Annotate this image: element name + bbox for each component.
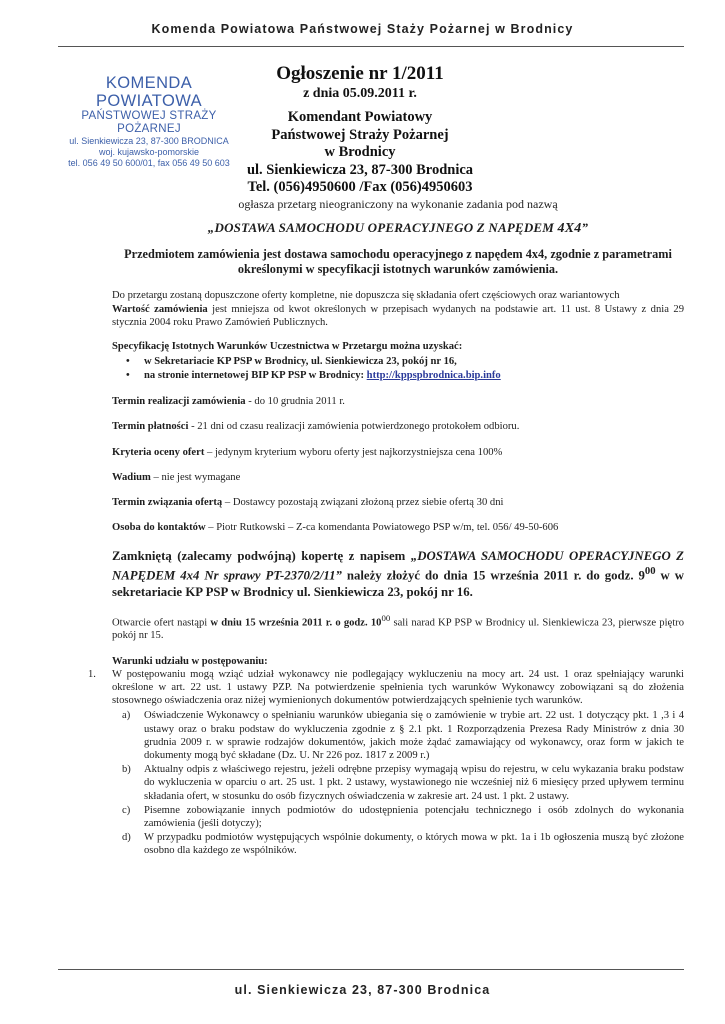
condition-item-1 bbox=[88, 668, 684, 858]
spec-web-text: na stronie internetowej BIP KP PSP w Brodnicy: bbox=[144, 370, 367, 382]
submission-envelope-label: „DOSTAWA SAMOCHODU OPERACYJNEGO Z NAPĘDEM 4x4 Nr sprawy PT-2370/2/11” bbox=[112, 549, 684, 583]
submission-instructions bbox=[112, 548, 684, 599]
deposit bbox=[112, 471, 684, 484]
delivery-deadline-label: Termin realizacji zamówienia bbox=[112, 396, 246, 408]
binding-period-text: – Dostawcy pozostają związani złożoną przez siebie ofertą 30 dni bbox=[222, 497, 504, 509]
issuer-line-1: Komendant Powiatowy bbox=[287, 109, 433, 125]
issuer-line-2: Państwowej Straży Pożarnej bbox=[271, 126, 449, 143]
stamp-line-1: KOMENDA POWIATOWA bbox=[96, 74, 202, 110]
bip-link[interactable]: http://kppspbrodnica.bip.info bbox=[366, 370, 501, 382]
evaluation-criteria-text: – jedynym kryterium wyboru oferty jest najkorzystniejsza cena 100% bbox=[204, 446, 503, 458]
header-divider bbox=[58, 46, 684, 47]
announcement-body bbox=[88, 197, 685, 859]
submission-part-1: Zamkniętą (zalecamy podwójną) kopertę z napisem bbox=[112, 549, 411, 564]
stamp-line-2: PAŃSTWOWEJ STRAŻY POŻARNEJ bbox=[81, 110, 217, 135]
issuer-phone: Tel. (056)4950600 /Fax (056)4950603 bbox=[247, 179, 473, 195]
spec-location-office: • w Sekretariacie KP PSP w Brodnicy, ul. Sienkiewicza 23, pokój nr 16, bbox=[126, 355, 684, 369]
deposit-text: – nie jest wymagane bbox=[150, 471, 241, 483]
condition-sub-d bbox=[112, 831, 684, 857]
announcement-date: z dnia 05.09.2011 r. bbox=[303, 86, 417, 101]
condition-sub-b-text: Aktualny odpis z właściwego rejestru, jeżeli odrębne przepisy wymagają wpisu do rejestru, w celu wykazania braku podstaw do wykluczenia w oparciu o art. 25 ust. 1 pkt. 2 ustawy, wystawionego nie wcześniej niż 6 miesięcy przed upływem terminu składania ofert, w stosunku do osób fizycznych oświadczenia w zakresie art. 24 ust. 1 pkt. 2 ustawy. bbox=[144, 764, 684, 802]
subject-main: „DOSTAWA SAMOCHODU OPERACYJNEGO Z NAPĘDEM bbox=[207, 220, 558, 236]
contact-person-text: – Piotr Rutkowski – Z-ca komendanta Powiatowego PSP w/m, tel. 056/ 49-50-606 bbox=[205, 522, 559, 534]
condition-sub-a-letter: a) bbox=[122, 710, 131, 722]
spec-locations bbox=[112, 355, 684, 383]
opening-info bbox=[112, 612, 684, 643]
spec-heading-text: Specyfikację Istotnych Warunków Uczestnictwa w Przetargu można uzyskać: bbox=[112, 341, 463, 353]
evaluation-criteria bbox=[112, 446, 684, 459]
opening-date: w dniu 15 września 2011 r. o godz. 10 bbox=[210, 617, 382, 629]
delivery-deadline bbox=[112, 395, 684, 408]
announcement-title-block bbox=[200, 62, 520, 197]
order-value-text: jest mniejsza od kwot określonych w przepisach wydanych na podstawie art. 11 ust. 8 Ustawy z dnia 29 stycznia 2004 roku Prawo Zamówień Publicznych. bbox=[112, 303, 685, 328]
condition-sub-b bbox=[112, 763, 684, 803]
contact-person bbox=[112, 521, 684, 534]
opening-part-2: sali narad KP PSP w Brodnicy ul. Sienkiewicza 23, pierwsze piętro pokój nr 15. bbox=[112, 617, 684, 642]
subject-drive: 4X4 bbox=[557, 221, 582, 237]
deposit-label: Wadium bbox=[112, 471, 151, 483]
stamp-line-4: woj. kujawsko-pomorskie bbox=[98, 147, 200, 157]
binding-period bbox=[112, 496, 684, 509]
payment-terms bbox=[112, 420, 684, 433]
stamp-line-3: ul. Sienkiewicza 23, 87-300 BRODNICA bbox=[69, 136, 229, 146]
intro-text: ogłasza przetarg nieograniczony na wykonanie zadania pod nazwą bbox=[238, 197, 558, 211]
order-value-label: Wartość zamówienia bbox=[112, 303, 208, 315]
condition-sub-a-text: Oświadczenie Wykonawcy o spełnianiu warunków ubiegania się o zamówienie w trybie art. 22 ust. 1 dotyczący pkt. 1 ,3 i 4 ustawy oraz o braku podstaw do wykluczenia zgodnie z § 2.1 pkt. 1 Rozporządzenia Prezesa Rady Ministrów z dnia 30 grudnia 2009 r. w sprawie rodzajów dokumentów, jakich może żądać zamawiający od wykonawcy, oraz form w jakich te dokumenty mogą być składane (Dz. U. Nr 226 poz. 1817 z 2009 r.) bbox=[144, 710, 684, 762]
conditions-heading: Warunki udziału w postępowaniu: bbox=[112, 655, 268, 667]
submission-part-2: należy złożyć do dnia 15 września 2011 r. do godz. 9 bbox=[341, 568, 645, 583]
contact-person-label: Osoba do kontaktów bbox=[112, 522, 206, 534]
opening-part-1: Otwarcie ofert nastąpi bbox=[112, 617, 211, 629]
condition-sub-c-letter: c) bbox=[122, 804, 131, 816]
condition-sub-d-letter: d) bbox=[122, 832, 131, 844]
condition-number: 1. bbox=[88, 668, 96, 680]
condition-item-1-text: W postępowaniu mogą wziąć udział wykonawcy nie podlegający wykluczeniu na mocy art. 24 ust. 1 oraz spełniający warunki określone w art. 22 ust. 1 ustawy PZP. Na potwierdzenie spełnienia tych warunków Wykonawcy zobowiązani są do złożenia stosownego oświadczenia oraz niżej wymienionych dokumentów potwierdzających spełnienie tych warunków. bbox=[112, 668, 684, 707]
delivery-deadline-text: - do 10 grudnia 2011 r. bbox=[245, 396, 345, 408]
order-subject: Przedmiotem zamówienia jest dostawa samochodu operacyjnego z napędem 4x4, zgodnie z parametrami określonymi w specyfikacji istotnych warunków zamówienia. bbox=[124, 247, 672, 277]
spec-heading bbox=[112, 340, 684, 353]
payment-terms-label: Termin płatności bbox=[112, 421, 189, 433]
payment-terms-text: - 21 dni od czasu realizacji zamówienia potwierdzonego protokołem odbioru. bbox=[188, 421, 520, 433]
subject-close: ” bbox=[581, 220, 589, 236]
submission-part-3: w w sekretariacie KP PSP w Brodnicy ul. Sienkiewicza 23, pokój nr 16. bbox=[112, 568, 684, 599]
evaluation-criteria-label: Kryteria oceny ofert bbox=[112, 446, 205, 458]
condition-sub-c bbox=[112, 804, 684, 830]
letterhead-title: Komenda Powiatowa Państwowej Staży Pożarnej w Brodnicy bbox=[151, 22, 574, 36]
spec-location-web bbox=[126, 369, 684, 383]
condition-sub-c-text: Pisemne zobowiązanie innych podmiotów do udostępnienia potencjału technicznego i osób zdolnych do wykonania zamówienia (jeśli dotyczy); bbox=[144, 804, 684, 830]
footer-address: ul. Sienkiewicza 23, 87-300 Brodnica bbox=[234, 983, 491, 997]
footer-divider bbox=[58, 969, 684, 970]
condition-sub-a bbox=[112, 709, 684, 762]
binding-period-label: Termin związania ofertą bbox=[112, 497, 223, 509]
announcement-number: Ogłoszenie nr 1/2011 bbox=[276, 63, 444, 84]
issuer-address: ul. Sienkiewicza 23, 87-300 Brodnica bbox=[246, 161, 474, 178]
submission-time-sup: 00 bbox=[644, 566, 656, 578]
issuer-line-3: w Brodnicy bbox=[324, 144, 396, 160]
order-value bbox=[112, 303, 684, 329]
condition-sub-list bbox=[112, 709, 684, 857]
condition-sub-b-letter: b) bbox=[122, 764, 131, 776]
tender-subject bbox=[112, 221, 684, 235]
stamp-line-5: tel. 056 49 50 600/01, fax 056 49 50 603 bbox=[68, 158, 230, 168]
opening-time-sup: 00 bbox=[381, 612, 391, 623]
offers-note: Do przetargu zostaną dopuszczone oferty kompletne, nie dopuszcza się składania ofert częściowych oraz wariantowych bbox=[112, 290, 620, 302]
condition-sub-d-text: W przypadku podmiotów występujących wspólnie dokumenty, o których mowa w pkt. 1a i 1b ogłoszenia muszą być złożone osobno dla każdego ze wspólników. bbox=[144, 832, 684, 857]
